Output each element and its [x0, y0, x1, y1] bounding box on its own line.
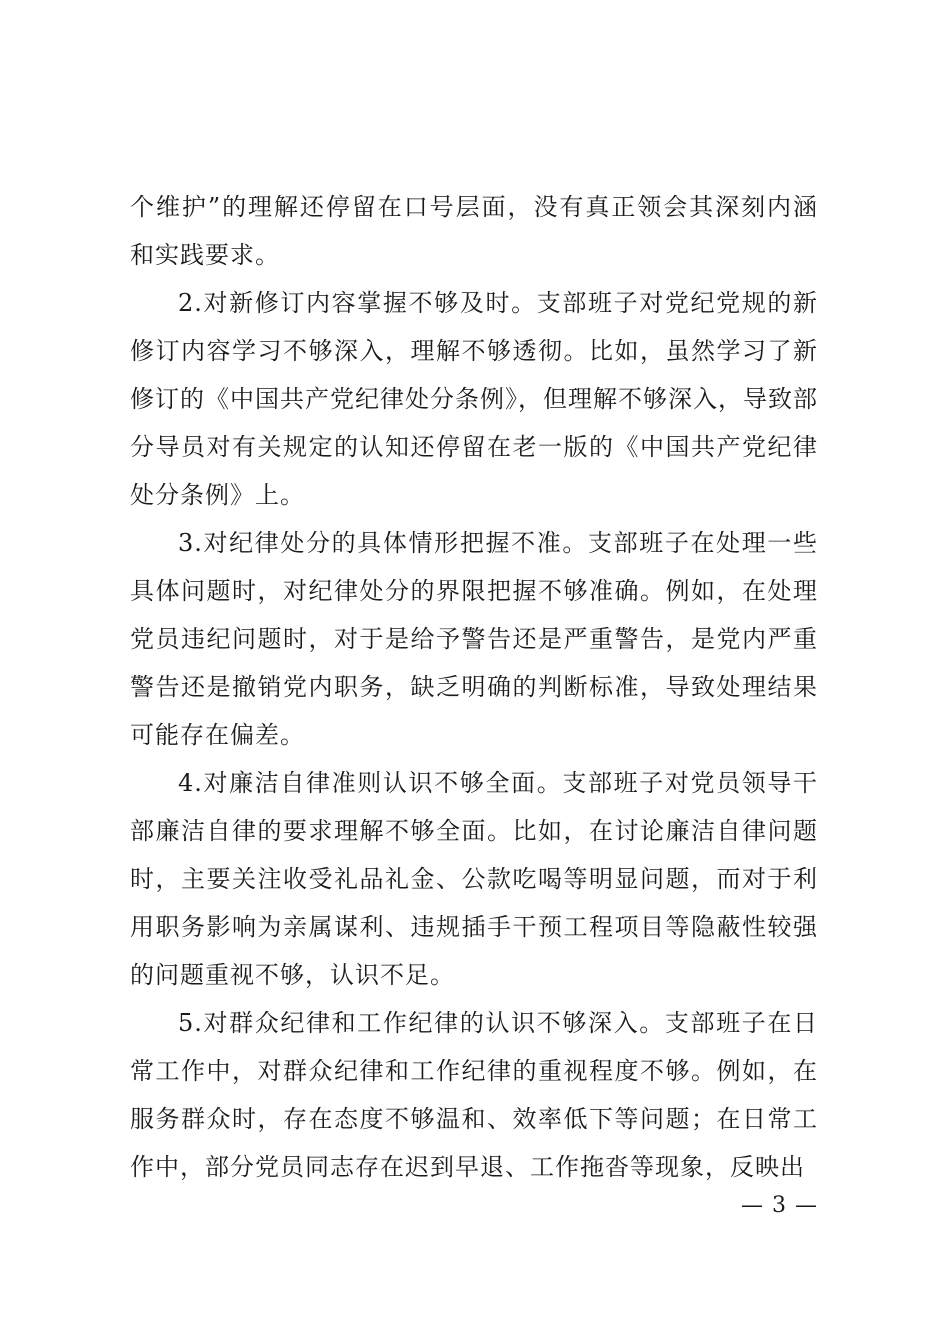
paragraph-item-4: 4.对廉洁自律准则认识不够全面。支部班子对党员领导干部廉洁自律的要求理解不够全面。比如，在讨论廉洁自律问题时，主要关注收受礼品礼金、公款吃喝等明显问题，而对于利用职务影响为亲属谋利、违规插手干预工程项目等隐蔽性较强的问题重视不够，认识不足。	[130, 769, 818, 989]
paragraph-item-3: 3.对纪律处分的具体情形把握不准。支部班子在处理一些具体问题时，对纪律处分的界限把握不够准确。例如，在处理党员违纪问题时，对于是给予警告还是严重警告，是党内严重警告还是撤销党内职务，缺乏明确的判断标准，导致处理结果可能存在偏差。	[130, 529, 818, 749]
page-number: — 3 —	[741, 1193, 818, 1218]
paragraph-item-5: 5.对群众纪律和工作纪律的认识不够深入。支部班子在日常工作中，对群众纪律和工作纪律的重视程度不够。例如，在服务群众时，存在态度不够温和、效率低下等问题；在日常工作中，部分党员同志存在迟到早退、工作拖沓等现象，反映出	[130, 1009, 818, 1181]
paragraph-continuation: 个维护”的理解还停留在口号层面，没有真正领会其深刻内涵和实践要求。	[130, 193, 818, 269]
paragraph-item-2: 2.对新修订内容掌握不够及时。支部班子对党纪党规的新修订内容学习不够深入，理解不够透彻。比如，虽然学习了新修订的《中国共产党纪律处分条例》，但理解不够深入，导致部分导员对有关规定的认知还停留在老一版的《中国共产党纪律处分条例》上。	[130, 289, 818, 509]
document-body	[130, 183, 818, 1191]
